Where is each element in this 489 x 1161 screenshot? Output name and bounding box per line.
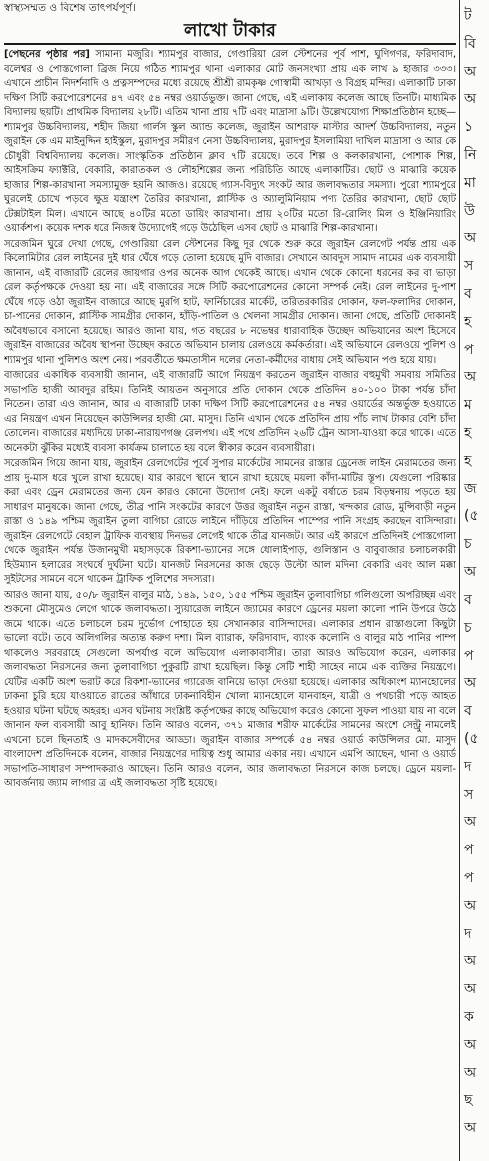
column-fragment: অ (464, 564, 477, 581)
column-fragment: চ (464, 619, 472, 636)
column-fragment: অ (464, 230, 477, 247)
article-paragraph: সরেজমিন ঘুরে দেখা গেছে, গেণ্ডারিয়া রেল স্টেশনের কিছু দূর থেকে শুরু করে জুরাইন রেলগেট পর্যন্ত প্রায় এক কিলোমিটার রেল লাইনের দুই ধার ঘেঁষে গড়ে তোলা হয়েছে মুদি বাজার। সেখানে আবদুস সামাদ নামের এক ব্যবসায়ী জানান, এই বাজারটি রেলের জায়গার ওপর অনেক আগ থেকেই আছে। এখান থেকে কোনো ধরনের কর বা ভাড়া রেল কর্তৃপক্ষকে দেওয়া হয় না। এই বাজারের সঙ্গে সিটি করপোরেশনের কোনো সম্পর্ক নেই। রেল লাইনের দু-পাশ ঘেঁষে গড়ে ওঠা জুরাইন বাজারে আছে মুরগি হাট, ফার্নিচারের মার্কেট, তরিতরকারির দোকান, ফল-ফলাদির দোকান, চা-পানের দোকান, প্লাস্টিক সামগ্রীর দোকান, হাঁড়ি-পাতিল ও খেলনা সামগ্রীর দোকান। জানা গেছে, প্রতিটি দোকানই অবৈধভাবে বসানো হয়েছে। আরও জানা যায়, গত বছরের ৮ নভেম্বর ধারাবাহিক উচ্ছেদ অভিযানের অংশ হিসেবে জুরাইন বাজারের অবৈধ স্থাপনা উচ্ছেদ করতে অভিযান চালায় রেলওয়ে কর্মকর্তারা। এই অভিযানে রেলওয়ে পুলিশ ও শ্যামপুর থানা পুলিশও অংশ নেয়। পরবর্তীতে ক্ষমতাসীন দলের নেতা-কর্মীদের বাধায় সেই অভিযান পণ্ড হয়ে যায়। (4, 238, 456, 366)
column-fragment: অ (464, 91, 477, 108)
column-fragment: প (464, 647, 474, 664)
column-fragment: ব (464, 286, 472, 303)
column-fragment: অ (464, 814, 477, 831)
column-fragment: ছ (464, 1092, 473, 1109)
column-fragment: উ (464, 202, 475, 219)
column-fragment: প (464, 842, 474, 859)
column-fragment: দ (464, 925, 472, 942)
column-fragment: (৫ (464, 508, 479, 525)
column-fragment: দ (464, 758, 472, 775)
column-fragment: ১ (464, 119, 474, 136)
column-divider (459, 0, 460, 1161)
column-fragment: নি (464, 147, 477, 164)
article-paragraph: সরেজমিন গিয়ে জানা যায়, জুরাইন রেলগেটের পূর্বে সুপার মার্কেটের সামনের রাস্তার ড্রেনেজ লাইন মেরামতের জন্য প্রায় দু-মাস ধরে খুলে রাখা হয়েছে। যার কারণে স্থানে স্থানে রাখা হয়েছে ময়লা কাঁদা-মাটির স্তূপ। যেগুলো পরিষ্কার করা এবং ড্রেন মেরামতের জন্য যেন কারও কোনো উদ্যোগ নেই। ফলে একটু বর্ষাতে চরম বিড়ম্বনায় পড়তে হয় সাধারণ মানুষকে। জানা গেছে, তীব্র পানি সংকটের কারণে উত্তর জুরাইন নতুন রাস্তা, খন্দকার রোড, মুন্সিবাড়ী নতুন রাস্তা ও ১৪৯ পশ্চিম জুরাইন তুলা বাগিচা রোডে লাইনে দাঁড়িয়ে প্রতিদিন পাম্পের পানি সংগ্রহ করছেন বাসিন্দারা। জুরাইন রেলগেটে বেহাল ট্রাফিক ব্যবস্থায় দিনভর লেগেই থাকে তীব্র যানজট। আর এই কারণে প্রতিদিনই পোস্তগোলা থেকে জুরাইন পর্যন্ত উজানমুখী মহাসড়কে রিকশা-ভ্যানের সঙ্গে ধোলাইপাড়, গুলিস্তান ও বাবুবাজার চলাচলকারী হিউম্যান হলারের সংঘর্ষে দুর্ঘটনা ঘটে। যানজট নিরসনের কাজ ছেড়ে উল্টো আল মদিনা বেকারি এবং আল মক্কা সুইটসের সামনে বসে থাকেন ট্রাফিক পুলিশের সদস্যরা। (4, 458, 456, 585)
column-fragment: ব (464, 703, 472, 720)
adjacent-column-fragments (462, 0, 489, 1161)
column-fragment: অ (464, 953, 477, 970)
column-fragment: অ (464, 63, 477, 80)
column-fragment: অ (464, 675, 477, 692)
column-fragment: ম (464, 397, 472, 414)
column-fragment: ট (464, 8, 472, 24)
column-fragment: স (464, 258, 474, 275)
column-fragment: অ (464, 1120, 477, 1137)
previous-article-fragment: স্বাস্থ্যসম্মত ও বিশেষ তাৎপর্যপূর্ণ। (4, 2, 136, 14)
article-headline: লাখো টাকার (4, 19, 456, 45)
column-fragment: মা (464, 174, 476, 191)
article-body (4, 48, 456, 1160)
column-fragment: হ (464, 452, 472, 469)
column-fragment: স (464, 786, 474, 803)
column-fragment: ব (464, 591, 472, 608)
column-fragment: অ (464, 981, 477, 998)
article-paragraph (4, 48, 456, 237)
column-fragment: অ (464, 369, 477, 386)
column-fragment: হ (464, 313, 472, 330)
article-paragraph: বাজারের একাধিক ব্যবসায়ী জানান, এই বাজারটি আগে নিয়ন্ত্রণ করতেন জুরাইন বাজার বহুমুখী সমবায় সমিতির সভাপতি হাজী আবদুর রহিম। তিনিই আয়তন অনুসারে প্রতি দোকান থেকে প্রতিদিন ৪০-১০০ টাকা পর্যন্ত চাঁদা নিতেন। তারা এও জানান, আর এ বাজারটি ঢাকা দক্ষিণ সিটি করপোরেশনের ৫৪ নম্বর ওয়ার্ডের অন্তর্ভুক্ত হওয়াতে এর নিয়ন্ত্রণ এখন নিয়েছেন কাউন্সিলর হাজী মো. মাসুদ। তিনি এখান থেকে প্রতিদিন প্রায় পাঁচ লাখ টাকার বেশি চাঁদা তোলেন। বাজারের মধ্যদিয়ে ঢাকা-নারায়ণগঞ্জ রেলপথ। এই পথে প্রতিদিন ২৬টি ট্রেন আসা-যাওয়া করে থাকে। এতে অনেকটা ঝুঁকির মধ্যেই ব্যবসা কার্যক্রম চালাতে হয় বলে স্বীকার করেন ব্যবসায়ীরা। (4, 370, 456, 454)
column-fragment: চ (464, 536, 472, 553)
column-fragment: অ (464, 1064, 477, 1081)
continued-tag: [পেছনের পৃষ্ঠার পর] (4, 49, 90, 60)
column-fragment: ক (464, 1008, 474, 1025)
column-fragment: বি (464, 35, 476, 52)
paragraph-text: সামান্য মজুরি। শ্যামপুর বাজার, গেণ্ডারিয়া রেল স্টেশনের পূর্ব পাশ, ঘুণিগণর, ফরিদাবাদ, বলেশ্বর ও পোস্তগোলা ব্রিজ নিয়ে গঠিত শ্যামপুর থানা এলাকার মোট জনসংখ্যা প্রায় এক লাখ ৯ হাজার ৩৩৩। এখানে প্রাচীন নিদর্শনাদি ও প্রত্নসম্পদের মধ্যে রয়েছে শ্রীশ্রী রামকৃষ্ণ গোস্বামী আখড়া ও বিগ্রহ মন্দির। এলাকাটি ঢাকা দক্ষিণ সিটি করপোরেশনের ৪৭ এবং ৫৪ নম্বর ওয়ার্ডভুক্ত। জানা গেছে, এই এলাকায় কলেজ আছে তিনটি। মাধ্যমিক বিদ্যালয় ছয়টি। প্রাথমিক বিদ্যালয় ২৮টি। এতিম খানা প্রায় ৭টি এবং মাদ্রাসা ৯টি। উল্লেখযোগ্য শিক্ষাপ্রতিষ্ঠান হচ্ছে— শ্যামপুর উচ্চবিদ্যালয়, শহীদ জিয়া গার্লস স্কুল অ্যান্ড কলেজ, জুরাইন আশরাফ মাস্টার আদর্শ উচ্চবিদ্যালয়, নতুন জুরাইন কে এম মাইনুদ্দিন হাইস্কুল, মুরাদপুর সমীরণ নেসা উচ্চবিদ্যালয়, মুরাদপুর ইসলামিয়া দাখিল মাদ্রাসা ও আর কে চৌধুরী বিশ্ববিদ্যালয় কলেজ। সাংস্কৃতিক প্রতিষ্ঠান ক্লাব ৭টি রয়েছে। তবে শিল্প ও কলকারখানা, পোশাক শিল্প, আইসক্রিম ফ্যাক্টরি, বেকারি, কারাতকল ও লৌহশিল্পের জন্য পরিচিতি আছে এলাকাটির। ছোট ও মাঝারি কয়েক হাজার শিল্প-কারখানা সমস্যামুক্ত হয়নি আজও। রয়েছে গ্যাস-বিদ্যুৎ সংকট আর জলাবদ্ধতার সমস্যা। পুরো শ্যামপুরে ঘুরলেই চোখে পড়বে ক্ষুদ্র যন্ত্রাংশ তৈরির কারখানা, প্লাস্টিক ও অ্যালুমিনিয়াম পণ্য তৈরির কারখানা, ছোট ছোট টেক্সটাইল মিল। এখানে আছে ৪০টির মতো ডায়িং কারখানা। প্রায় ২০টির মতো রি-রোলিং মিল ও ইঞ্জিনিয়ারিং ওয়ার্কশপ। কয়েক দশক ধরে নিজস্ব উদ্যোগেই গড়ে উঠেছিল এসব ছোট ও মাঝারি শিল্প-কারখানা। (4, 49, 456, 234)
column-fragment: অ (464, 897, 477, 914)
column-fragment: (৫ (464, 730, 479, 747)
column-fragment: অ (464, 1036, 477, 1053)
column-fragment: জ (464, 480, 477, 497)
column-fragment: হ (464, 425, 472, 442)
column-fragment: প (464, 869, 474, 886)
column-fragment: প (464, 341, 474, 358)
article-paragraph: আরও জানা যায়, ৫০/৮ জুরাইন বালুর মাঠ, ১৪৯, ১৫০, ১৫৫ পশ্চিম জুরাইন তুলাবাগিচা গলিগুলো অপরিচ্ছন্ন এবং শুকনো মৌসুমেও লেগে থাকে জলাবদ্ধতা। স্যুয়ারেজ লাইনে জ্যামের কারণে ড্রেনের ময়লা কালো পানি উপরে উঠে জমে থাকে। এতে চলাচলে চরম দুর্ভোগ পোহাতে হয় সেখানকার বাসিন্দাদের। এলাকার প্রধান রাস্তাগুলো কিছুটা ভালো বটে। তবে অলিগলির অত্যন্ত করুণ দশা। মিল ব্যারাক, ফরিদাবাদ, ব্যাংক কলোনি ও বালুর মাঠ পানির পাম্প থাকলেও সরবরাহে সেগুলো অপর্যাপ্ত বলে অভিযোগ এলাকাবাসীর। তারা আরও অভিযোগ করেন, এলাকার জলাবদ্ধতা নিরসনের জন্য তুলাবাগিচা পুকুরটি রাখা হয়েছিল। কিন্তু সেটি শাহী সাহেব নামে এক ব্যক্তির নিয়ন্ত্রণে। যেটির একটি অংশ ভরাট করে রিকশা-ভ্যানের গ্যারেজ বানিয়ে ভাড়া দেওয়া হয়েছে। এলাকার অধিকাংশ ম্যানহোলের ঢাকনা চুরি হয়ে যাওয়াতে রাতের আঁধারে ঢাকনাবিহীন খোলা ম্যানহোলে যানবাহন, যাত্রী ও পথচারী পড়ে আহত হওয়ার ঘটনা ঘটছে অহরহ। এসব ঘটনায় সংশ্লিষ্ট কর্তৃপক্ষের কাছে অভিযোগ করেও কোনো সুফল পাওয়া যায় না বলে জানান ফল ব্যবসায়ী আবু হানিফ। তিনি আরও বলেন, ৩৭১ মাজার শরীফ মার্কেটের সামনের অংশে সেন্ট্রু নামলেই এখনো চলে ছিনতাই ও মাদকসেবীদের আড্ডা। জুরাইন বাজার সম্পর্কে ৫৪ নম্বর ওয়ার্ড কাউন্সিলর মো. মাসুদ বাংলাদেশ প্রতিদিনকে বলেন, বাজার নিয়ন্ত্রণের দায়িত্ব শুধু আমার একার নয়। এখানে এমপি আছেন, থানা ও ওয়ার্ড সভাপতি-সাধারণ সম্পাদকরাও আছেন। তিনি আরও বলেন, আর জলাবদ্ধতা নিরসনে কাজ চলছে। ড্রেনে ময়লা-আবর্জনায় জ্যাম লাগার ত্র এই জলাবদ্ধতা সৃষ্টি হয়েছে। (4, 589, 456, 789)
